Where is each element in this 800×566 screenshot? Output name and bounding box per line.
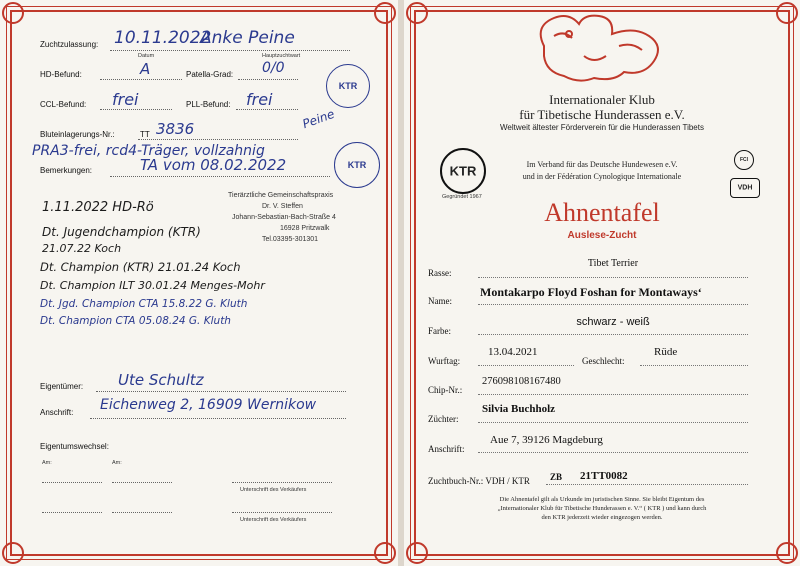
club-name-line2: für Tibetische Hunderassen e.V.: [519, 107, 685, 122]
note-2: Dt. Jugendchampion (KTR): [42, 225, 201, 239]
ktr-founded: Gegründet 1967: [442, 194, 482, 200]
datum-caption: Datum: [138, 53, 155, 59]
zuechter-label: Züchter:: [428, 414, 459, 424]
vet-line2: Dr. V. Steffen: [262, 203, 303, 210]
verband-line2: und in der Fédération Cynologique Internationale: [522, 172, 682, 181]
anschrift-value: Eichenweg 2, 16909 Wernikow: [100, 397, 317, 413]
zuechter-line: [478, 422, 748, 423]
zuchtbuch-label: Zuchtbuch-Nr.: VDH / KTR: [428, 476, 530, 486]
eigentuemer-value: Ute Schultz: [118, 371, 204, 389]
rasse-label: Rasse:: [428, 268, 452, 278]
am-label-1: Am:: [42, 460, 52, 466]
vet-line5: Tel.03395-301301: [262, 236, 319, 243]
right-page: [404, 0, 800, 566]
wurftag-value: 13.04.2021: [488, 346, 538, 358]
corner-ornament: [374, 2, 396, 24]
hauptzuchtwart-caption: Hauptzuchtwart: [262, 53, 301, 59]
corner-ornament: [406, 542, 428, 564]
patella-label: Patella-Grad:: [186, 70, 234, 79]
vet-line3: Johann-Sebastian-Bach-Straße 4: [232, 214, 336, 221]
zuechter-value: Silvia Buchholz: [482, 403, 556, 415]
seller-signature-caption: Unterschrift des Verkäufers: [240, 487, 307, 493]
ccl-line: [100, 109, 172, 110]
bemerkungen-line2: TA vom 08.02.2022: [140, 156, 287, 174]
footer-line2: „Internationaler Klub für Tibetische Hunderassen e. V.“ ( KTR ) und kann durch: [497, 505, 707, 512]
bemerkungen-line1: PRA3-frei, rcd4-Träger, vollzahnig: [32, 143, 265, 159]
corner-ornament: [776, 2, 798, 24]
line: [112, 482, 172, 483]
ccl-label: CCL-Befund:: [40, 100, 87, 109]
document-title: Ahnentafel: [544, 198, 660, 227]
club-tagline: Weltweit ältester Förderverein für die Hunderassen Tibets: [500, 123, 704, 132]
eigentuemer-label: Eigentümer:: [40, 382, 84, 391]
rasse-line: [478, 277, 748, 278]
fci-logo: FCI: [734, 150, 754, 170]
pll-value: frei: [246, 90, 273, 109]
note-3: 21.07.22 Koch: [42, 242, 122, 255]
corner-ornament: [2, 542, 24, 564]
vet-line4: 16928 Pritzwalk: [280, 225, 330, 232]
note-4: Dt. Champion (KTR) 21.01.24 Koch: [40, 260, 241, 274]
verband-line1: Im Verband für das Deutsche Hundewesen e.V.: [526, 160, 678, 169]
line: [42, 482, 102, 483]
zuchtzulassung-line: [110, 50, 350, 51]
corner-ornament: [374, 542, 396, 564]
note-7: Dt. Champion CTA 05.08.24 G. Kluth: [40, 315, 231, 327]
bemerkungen-label: Bemerkungen:: [40, 166, 93, 175]
note-5: Dt. Champion ILT 30.01.24 Menges-Mohr: [40, 279, 265, 292]
zuchtzulassung-label: Zuchtzulassung:: [40, 40, 99, 49]
left-page: [0, 0, 398, 566]
name-line: [478, 304, 748, 305]
bluteinlagerung-line: [138, 139, 298, 140]
ccl-value: frei: [112, 90, 139, 109]
rasse-value: Tibet Terrier: [587, 258, 639, 269]
bemerkungen-line: [110, 176, 330, 177]
am-label-2: Am:: [112, 460, 122, 466]
anschrift-line: [478, 452, 748, 453]
vet-line1: Tierärztliche Gemeinschaftspraxis: [228, 192, 334, 199]
corner-ornament: [406, 2, 428, 24]
anschrift-label: Anschrift:: [428, 444, 465, 454]
note-6: Dt. Jgd. Champion CTA 15.8.22 G. Kluth: [40, 298, 248, 310]
document-subtitle: Auslese-Zucht: [567, 230, 637, 241]
chip-line: [478, 394, 748, 395]
hd-line: [100, 79, 182, 80]
snow-lion-emblem: [524, 6, 674, 88]
pll-line: [236, 109, 298, 110]
patella-value: 0/0: [262, 60, 285, 76]
note-1: 1.11.2022 HD-Rö: [42, 200, 154, 215]
anschrift-line: [90, 418, 346, 419]
hd-value: A: [140, 60, 151, 78]
ktr-stamp: KTR: [334, 142, 380, 188]
corner-ornament: [776, 542, 798, 564]
patella-line: [238, 79, 298, 80]
pll-sign: Peine: [300, 106, 337, 132]
pll-label: PLL-Befund:: [186, 100, 231, 109]
farbe-value: schwarz - weiß: [576, 316, 650, 328]
ktr-logo: KTR: [440, 148, 486, 194]
anschrift-value: Aue 7, 39126 Magdeburg: [490, 434, 603, 446]
vdh-logo: VDH: [730, 178, 760, 198]
geschlecht-value: Rüde: [654, 346, 678, 358]
club-name-line1: Internationaler Klub: [549, 92, 655, 107]
eigentumswechsel-label: Eigentumswechsel:: [40, 442, 109, 451]
name-label: Name:: [428, 296, 452, 306]
chip-value: 276098108167480: [482, 376, 561, 387]
geschlecht-line: [640, 365, 748, 366]
zuchtzulassung-sign: Anke Peine: [200, 28, 295, 48]
seller-signature-caption: Unterschrift des Verkäufers: [240, 517, 307, 523]
line: [112, 512, 172, 513]
bluteinlagerung-value: 3836: [156, 120, 195, 138]
ktr-stamp: KTR: [326, 64, 370, 108]
line: [232, 512, 332, 513]
bluteinlagerung-label: Bluteinlagerungs-Nr.:: [40, 130, 115, 139]
eigentuemer-line: [96, 391, 346, 392]
zuchtbuch-line: [546, 484, 748, 485]
zuchtbuch-zb: ZB: [550, 472, 563, 482]
name-value: Montakarpo Floyd Foshan for Montaways‘: [480, 285, 702, 299]
zuchtzulassung-date: 10.11.2022: [114, 28, 212, 48]
farbe-line: [478, 334, 748, 335]
line: [42, 512, 102, 513]
geschlecht-label: Geschlecht:: [582, 356, 625, 366]
footer-line3: den KTR jederzeit wieder eingezogen werden.: [541, 514, 663, 521]
footer-line1: Die Ahnentafel gilt als Urkunde im juristischen Sinne. Sie bleibt Eigentum des: [499, 496, 705, 503]
line: [232, 482, 332, 483]
zuchtbuch-value: 21TT0082: [580, 470, 628, 482]
chip-label: Chip-Nr.:: [428, 385, 463, 395]
bluteinlagerung-prefix: TT: [140, 130, 150, 139]
anschrift-label: Anschrift:: [40, 408, 74, 417]
corner-ornament: [2, 2, 24, 24]
wurftag-line: [478, 365, 574, 366]
farbe-label: Farbe:: [428, 326, 451, 336]
wurftag-label: Wurftag:: [428, 356, 461, 366]
hd-label: HD-Befund:: [40, 70, 82, 79]
